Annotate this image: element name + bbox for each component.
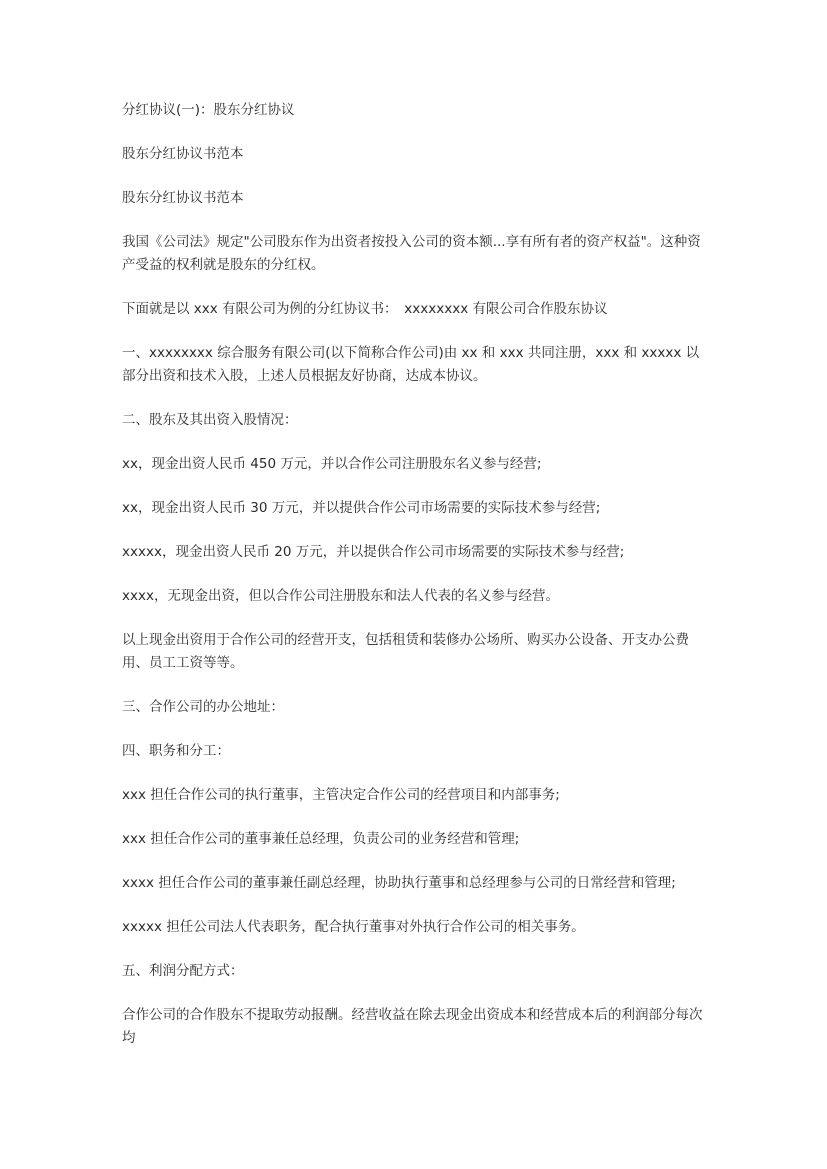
body-paragraph: xxxx，无现金出资，但以合作公司注册股东和法人代表的名义参与经营。 — [122, 588, 559, 604]
body-paragraph: xxxxx 担任公司法人代表职务，配合执行董事对外执行合作公司的相关事务。 — [122, 919, 585, 935]
body-paragraph: xxx 担任合作公司的董事兼任总经理，负责公司的业务经营和管理; — [122, 831, 520, 847]
body-paragraph: 我国《公司法》规定"公司股东作为出资者按投入公司的资本额...享有所有者的资产权益"。这种资产受益的权利就是股东的分红权。 — [122, 234, 701, 273]
body-paragraph: 合作公司的合作股东不提取劳动报酬。经营收益在除去现金出资成本和经营成本后的利润部分每次均 — [122, 1007, 703, 1046]
section-heading: 五、利润分配方式： — [122, 963, 244, 979]
body-paragraph: xxxx 担任合作公司的董事兼任副总经理，协助执行董事和总经理参与公司的日常经营和管理; — [122, 875, 676, 891]
body-paragraph: xxxxx，现金出资人民币 20 万元，并以提供合作公司市场需要的实际技术参与经营; — [122, 544, 625, 560]
body-paragraph: xxx 担任合作公司的执行董事，主管决定合作公司的经营项目和内部事务; — [122, 787, 560, 803]
document-title: 分红协议(一)：股东分红协议 — [122, 102, 295, 118]
section-heading: 三、合作公司的办公地址： — [122, 699, 284, 715]
body-paragraph: xx，现金出资人民币 30 万元，并以提供合作公司市场需要的实际技术参与经营; — [122, 500, 601, 516]
body-paragraph: 一、xxxxxxxx 综合服务有限公司(以下简称合作公司)由 xx 和 xxx 共同注册，xxx 和 xxxxx 以部分出资和技术入股，上述人员根据友好协商，达成本协议。 — [122, 345, 700, 384]
subtitle-paragraph: 股东分红协议书范本 — [122, 146, 244, 162]
body-paragraph: 以上现金出资用于合作公司的经营开支，包括租赁和装修办公场所、购买办公设备、开支办公费用、员工工资等等。 — [122, 632, 689, 671]
section-heading: 四、职务和分工： — [122, 743, 230, 759]
document-body — [122, 99, 710, 1071]
body-paragraph: xx，现金出资人民币 450 万元，并以合作公司注册股东名义参与经营; — [122, 456, 542, 472]
subtitle-paragraph: 股东分红协议书范本 — [122, 190, 244, 206]
body-paragraph: 下面就是以 xxx 有限公司为例的分红协议书： xxxxxxxx 有限公司合作股东协议 — [122, 301, 608, 317]
section-heading: 二、股东及其出资入股情况： — [122, 412, 298, 428]
